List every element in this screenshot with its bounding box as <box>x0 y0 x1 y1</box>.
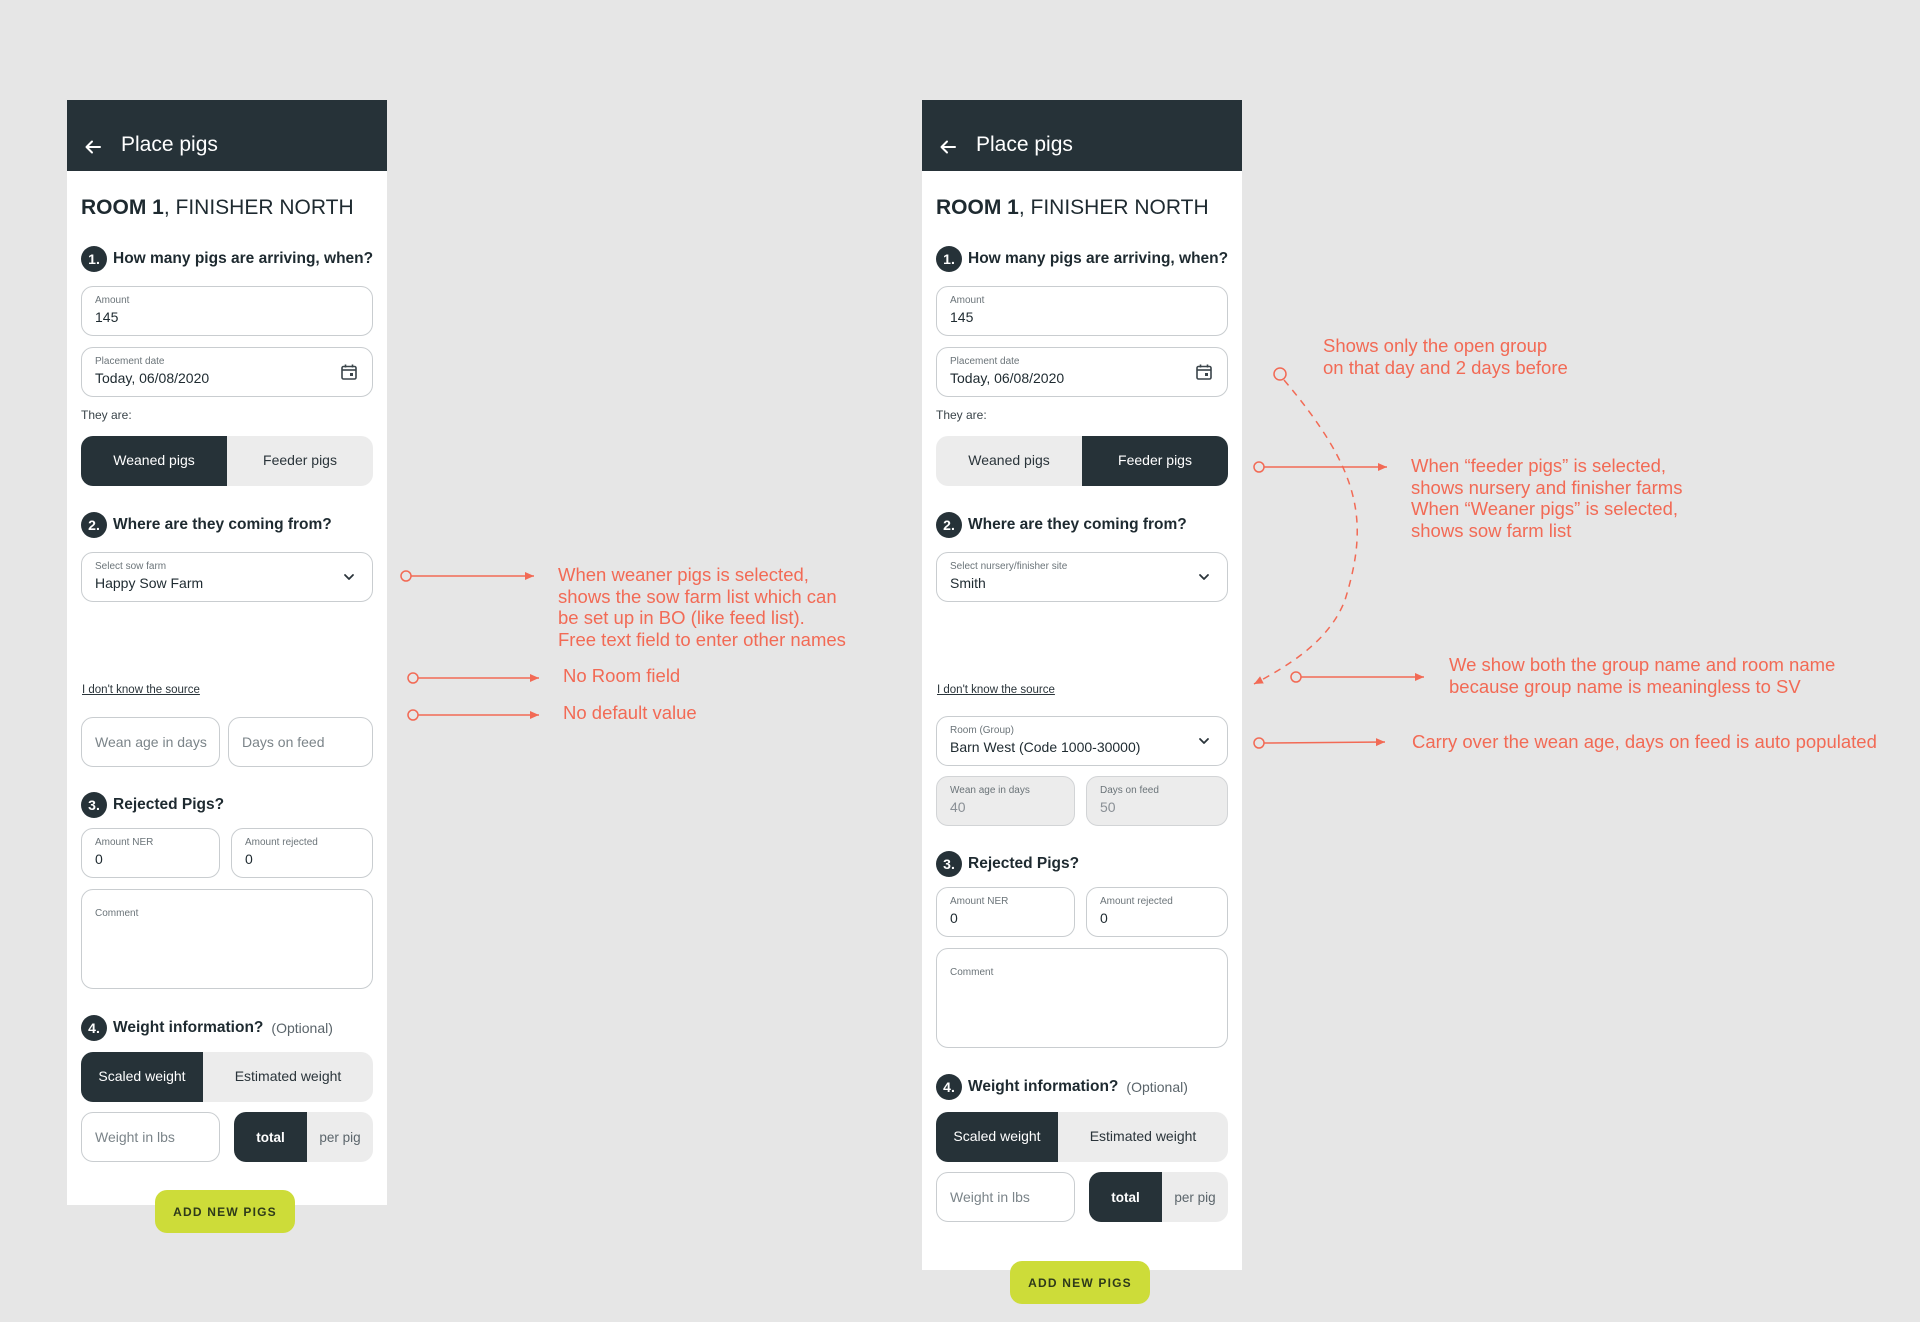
add-new-pigs-button[interactable]: ADD NEW PIGS <box>155 1190 295 1233</box>
weight-field[interactable]: Weight in lbs <box>936 1172 1075 1222</box>
add-new-pigs-button[interactable]: ADD NEW PIGS <box>1010 1261 1150 1304</box>
days-on-feed-field[interactable]: Days on feed 50 <box>1086 776 1228 826</box>
annotation-no-default: No default value <box>563 702 697 723</box>
comment-field[interactable]: Comment <box>936 948 1228 1048</box>
feeder-pigs-option[interactable]: Feeder pigs <box>1082 436 1228 486</box>
estimated-weight-option[interactable]: Estimated weight <box>1089 1128 1197 1145</box>
annotation-no-room: No Room field <box>563 665 681 686</box>
scaled-weight-option[interactable]: Scaled weight <box>81 1052 203 1102</box>
room-title: ROOM 1, FINISHER NORTH <box>936 196 1209 219</box>
sow-farm-select[interactable]: Select sow farm Happy Sow Farm <box>81 552 373 602</box>
annotation-group-name: We show both the group name and room name because group name is meaningless to SV <box>1449 654 1836 697</box>
amount-rejected-field[interactable]: Amount rejected 0 <box>231 828 373 878</box>
amount-ner-field[interactable]: Amount NER 0 <box>81 828 220 878</box>
wean-age-field[interactable]: Wean age in days 40 <box>936 776 1075 826</box>
per-pig-option[interactable]: per pig <box>1162 1172 1228 1222</box>
step-3-heading: 3. Rejected Pigs? <box>81 792 224 818</box>
step-2-heading: 2. Where are they coming from? <box>81 512 332 538</box>
room-title: ROOM 1, FINISHER NORTH <box>81 196 354 219</box>
annotation-weaner-list: When weaner pigs is selected, shows the sow farm list which can be set up in BO (like feed list). Free text field to enter other names <box>558 564 846 650</box>
total-option[interactable]: total <box>234 1112 307 1162</box>
annotation-carry-over: Carry over the wean age, days on feed is auto populated <box>1412 731 1877 752</box>
weaned-pigs-option[interactable]: Weaned pigs <box>81 436 227 486</box>
total-option[interactable]: total <box>1089 1172 1162 1222</box>
amount-ner-field[interactable]: Amount NER 0 <box>936 887 1075 937</box>
placement-date-field[interactable]: Placement date Today, 06/08/2020 <box>936 347 1228 397</box>
unknown-source-link[interactable]: I don't know the source <box>82 684 200 696</box>
unknown-source-link[interactable]: I don't know the source <box>937 684 1055 696</box>
wean-age-field[interactable]: Wean age in days <box>81 717 220 767</box>
placement-date-field[interactable]: Placement date Today, 06/08/2020 <box>81 347 373 397</box>
step-1-heading: 1. How many pigs are arriving, when? <box>81 246 373 272</box>
page-title: Place pigs <box>976 133 1073 156</box>
page-title: Place pigs <box>121 133 218 156</box>
annotation-open-group: Shows only the open group on that day and 2 days before <box>1323 335 1568 378</box>
they-are-label: They are: <box>936 408 987 422</box>
comment-field[interactable]: Comment <box>81 889 373 989</box>
days-on-feed-field[interactable]: Days on feed <box>228 717 373 767</box>
nursery-finisher-select[interactable]: Select nursery/finisher site Smith <box>936 552 1228 602</box>
step-1-heading: 1. How many pigs are arriving, when? <box>936 246 1228 272</box>
amount-field[interactable]: Amount 145 <box>81 286 373 336</box>
feeder-pigs-option[interactable]: Feeder pigs <box>263 452 337 469</box>
they-are-label: They are: <box>81 408 132 422</box>
annotation-feeder-selected: When “feeder pigs” is selected, shows nursery and finisher farms When “Weaner pigs” is selected, shows sow farm list <box>1411 455 1683 541</box>
per-pig-option[interactable]: per pig <box>307 1112 373 1162</box>
step-2-heading: 2. Where are they coming from? <box>936 512 1187 538</box>
scaled-weight-option[interactable]: Scaled weight <box>936 1112 1058 1162</box>
weaned-pigs-option[interactable]: Weaned pigs <box>968 452 1050 469</box>
step-3-heading: 3. Rejected Pigs? <box>936 851 1079 877</box>
step-4-heading: 4. Weight information? (Optional) <box>81 1015 333 1041</box>
step-4-heading: 4. Weight information? (Optional) <box>936 1074 1188 1100</box>
amount-rejected-field[interactable]: Amount rejected 0 <box>1086 887 1228 937</box>
estimated-weight-option[interactable]: Estimated weight <box>234 1068 342 1085</box>
room-group-select[interactable]: Room (Group) Barn West (Code 1000-30000) <box>936 716 1228 766</box>
amount-field[interactable]: Amount 145 <box>936 286 1228 336</box>
weight-field[interactable]: Weight in lbs <box>81 1112 220 1162</box>
